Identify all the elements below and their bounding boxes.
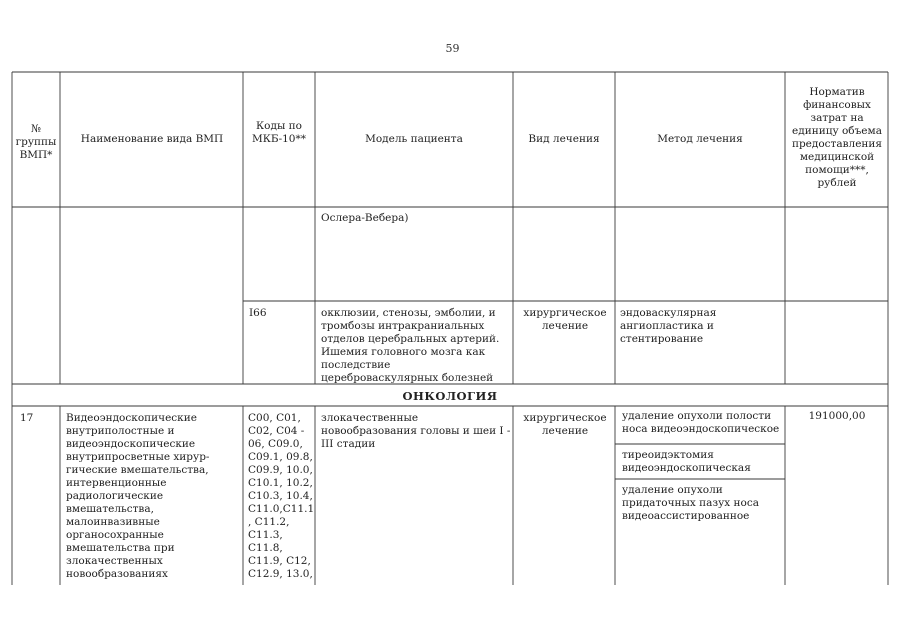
mkb-code-line: С09.1, 09.8, <box>248 451 313 463</box>
row-17-method-2: тиреоидэктомия видеоэндоскопическая <box>622 449 751 474</box>
mkb-code-line: С00, С01, <box>248 412 301 424</box>
mkb-code-line: С11.8, <box>248 542 283 554</box>
header-patient-model: Модель пациента <box>365 133 463 145</box>
mkb-code-line: С12.9, 13.0, <box>248 568 313 580</box>
header-cost-norm: Норматив финансовых затрат на единицу объема предоставления медицинской помощи***, рублей <box>791 86 883 189</box>
row-i66-code: I66 <box>249 307 267 319</box>
header-vmp-name: Наименование вида ВМП <box>80 133 224 145</box>
mkb-code-line: С02, С04 - <box>248 425 305 437</box>
mkb-code-line: С10.1, 10.2, <box>248 477 313 489</box>
header-treatment-method: Метод лечения <box>657 133 743 145</box>
row-i66-treatment-type: хирургическое лечение <box>523 307 607 332</box>
continuation-patient-model: Ослера-Вебера) <box>321 212 409 224</box>
mkb-code-line: С11.9, С12, <box>248 555 311 567</box>
row-17-vmp-name: Видеоэндоскопические внутриполостные и видеоэндоскопические внутрипросветные хирур-гические вмешательства, интервенционные радиологические вмешательства, малоинвазивные органосохранные вмешательства при злокачественных новообразованиях <box>66 412 210 580</box>
mkb-code-line: , С11.2, <box>248 516 290 528</box>
row-17-patient-model: злокачественные новообразования головы и шеи I - III стадии <box>321 412 511 450</box>
header-group-no: № группы ВМП* <box>15 123 57 161</box>
row-17-group-no: 17 <box>20 412 34 424</box>
header-treatment-type: Вид лечения <box>528 133 600 145</box>
mkb-code-line: С11.3, <box>248 529 283 541</box>
row-17-cost: 191000,00 <box>808 410 866 422</box>
row-i66-patient-model: окклюзии, стенозы, эмболии, и тромбозы интракраниальных отделов церебральных артерий. Ишемия головного мозга как последствие цереброваскулярных болезней <box>321 307 500 384</box>
mkb-code-line: С10.3, 10.4, <box>248 490 313 502</box>
section-title-oncology: ОНКОЛОГИЯ <box>402 389 498 403</box>
row-17-method-1: удаление опухоли полости носа видеоэндоскопическое <box>622 410 780 435</box>
row-17-mkb-codes <box>248 412 314 581</box>
mkb-code-line: С09.9, 10.0, <box>248 464 313 476</box>
mkb-code-line: 06, С09.0, <box>248 438 303 450</box>
row-i66-treatment-method: эндоваскулярная ангиопластика и стентирование <box>620 307 717 345</box>
mkb-code-line: С11.0,С11.1 <box>248 503 315 515</box>
page-number: 59 <box>445 42 460 55</box>
row-17-treatment-type: хирургическое лечение <box>523 412 607 437</box>
row-17-method-3: удаление опухоли придаточных пазух носа видеоассистированное <box>622 484 760 522</box>
header-mkb-codes: Коды по МКБ-10** <box>251 120 306 145</box>
